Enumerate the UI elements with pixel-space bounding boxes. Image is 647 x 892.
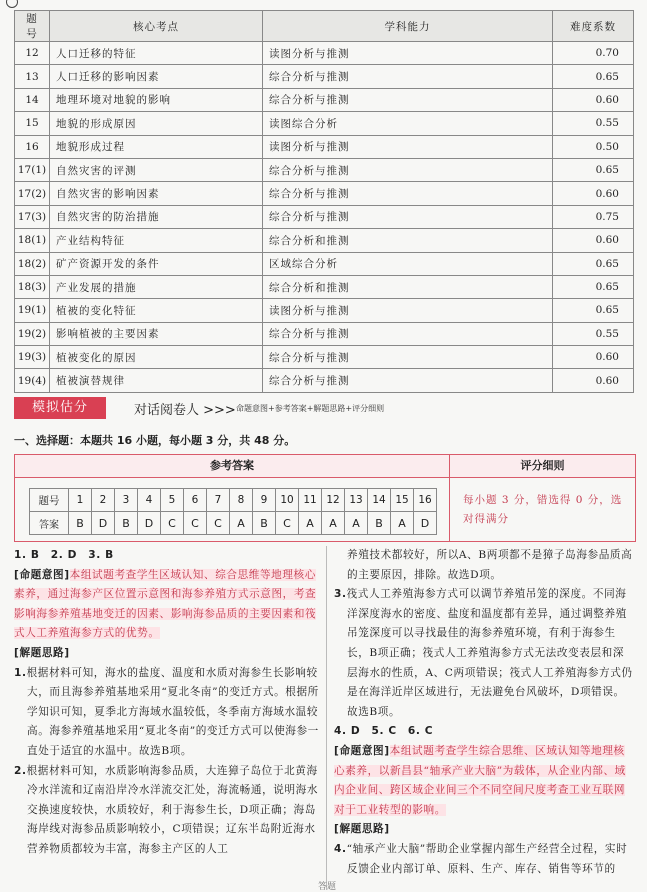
answer-number-cell: 12 xyxy=(322,489,345,512)
answer-number-cell: 16 xyxy=(414,489,437,512)
answer-key-cell: C xyxy=(184,512,207,535)
answer-key-cell: B xyxy=(115,512,138,535)
table-row xyxy=(15,369,634,392)
cell-point: 人口迁移的影响因素 xyxy=(50,65,263,88)
cell-no: 15 xyxy=(15,112,50,135)
cell-ability: 综合分析与推测 xyxy=(263,205,553,228)
cell-ability: 综合分析与推测 xyxy=(263,88,553,111)
answer-key-cell: C xyxy=(207,512,230,535)
answer-key-cell: A xyxy=(391,512,414,535)
answer-key-cell: A xyxy=(299,512,322,535)
row-label-ans: 答案 xyxy=(30,512,69,535)
answer-number-cell: 1 xyxy=(69,489,92,512)
answer-key-cell: A xyxy=(322,512,345,535)
answer-key-cell: C xyxy=(161,512,184,535)
explain-3 xyxy=(334,585,634,722)
cell-ability: 区域综合分析 xyxy=(263,252,553,275)
intent-text: 本组试题考查学生区域认知、综合思维等地理核心素养，通过海参产区位置示意图和海参养殖方式示意图，考查影响海参养殖基地变迁的因素、影响海参品质的主要因素和筏式人工养殖海参方式的优势。 xyxy=(14,568,317,640)
top-strip xyxy=(0,0,647,6)
explain-4-text: “轴承产业大脑”帮助企业掌握内部生产经营全过程，实时反馈企业内部订单、原料、生产、库存、销售等环节的 xyxy=(346,842,628,875)
cell-difficulty: 0.70 xyxy=(553,42,634,65)
cell-no: 19(1) xyxy=(15,299,50,322)
cell-point: 地理环境对地貌的影响 xyxy=(50,88,263,111)
cell-no: 18(3) xyxy=(15,275,50,298)
answer-number-row xyxy=(30,489,437,512)
cell-ability: 综合分析与推测 xyxy=(263,322,553,345)
explain-3-num: 3. xyxy=(334,588,347,601)
answer-divider xyxy=(449,477,450,541)
intent-label: [命题意图] xyxy=(14,568,70,581)
cell-difficulty: 0.65 xyxy=(553,65,634,88)
answer-line-1-3: 1. B 2. D 3. B xyxy=(14,549,114,561)
answer-number-cell: 8 xyxy=(230,489,253,512)
explain-4-num: 4. xyxy=(334,842,347,855)
cell-no: 13 xyxy=(15,65,50,88)
think-label: [解题思路] xyxy=(14,646,70,659)
answer-line-4-6: 4. D 5. C 6. C xyxy=(334,725,434,738)
section-marker-icon xyxy=(6,0,18,8)
table-row xyxy=(15,42,634,65)
table-row xyxy=(15,252,634,275)
cell-difficulty: 0.50 xyxy=(553,135,634,158)
cell-difficulty: 0.55 xyxy=(553,112,634,135)
answer-key-cell: B xyxy=(69,512,92,535)
think-label-2: [解题思路] xyxy=(334,823,390,836)
exam-spec-table xyxy=(14,10,634,393)
cell-difficulty: 0.65 xyxy=(553,158,634,181)
intent-text-2: 本组试题考查学生综合思维、区域认知等地理核心素养，以新昌县“轴承产业大脑”为载体，从企业内部、域内企业间、跨区域企业间三个不同空间尺度考查工业互联网对于工业转型的影响。 xyxy=(334,744,626,816)
cell-difficulty: 0.60 xyxy=(553,88,634,111)
table-body xyxy=(15,42,634,393)
cell-point: 自然灾害的评测 xyxy=(50,158,263,181)
cell-point: 自然灾害的影响因素 xyxy=(50,182,263,205)
header-ability: 学科能力 xyxy=(263,11,553,42)
column-divider xyxy=(326,546,327,890)
answer-number-cell: 4 xyxy=(138,489,161,512)
cell-difficulty: 0.55 xyxy=(553,322,634,345)
table-row xyxy=(15,65,634,88)
answer-number-cell: 13 xyxy=(345,489,368,512)
section-header xyxy=(14,397,634,419)
scoring-rule: 每小题 3 分，错选得 0 分，选对得满分 xyxy=(463,494,623,525)
cell-no: 12 xyxy=(15,42,50,65)
cell-ability: 综合分析与推测 xyxy=(263,65,553,88)
cell-point: 植被的变化特征 xyxy=(50,299,263,322)
cell-ability: 读图综合分析 xyxy=(263,112,553,135)
explain-1 xyxy=(14,664,320,762)
left-column xyxy=(14,546,320,860)
cell-difficulty: 0.65 xyxy=(553,299,634,322)
intent-block-1 xyxy=(14,566,320,644)
cell-no: 14 xyxy=(15,88,50,111)
cell-difficulty: 0.60 xyxy=(553,346,634,369)
answer-number-cell: 2 xyxy=(92,489,115,512)
cell-ability: 综合分析和推测 xyxy=(263,275,553,298)
cell-no: 19(2) xyxy=(15,322,50,345)
answer-number-cell: 14 xyxy=(368,489,391,512)
explain-4 xyxy=(334,840,634,879)
cell-no: 18(2) xyxy=(15,252,50,275)
answer-number-cell: 3 xyxy=(115,489,138,512)
cell-ability: 综合分析和推测 xyxy=(263,229,553,252)
answer-number-cell: 15 xyxy=(391,489,414,512)
cell-ability: 读图分析与推测 xyxy=(263,299,553,322)
cell-no: 17(2) xyxy=(15,182,50,205)
table-row xyxy=(15,229,634,252)
cell-point: 植被变化的原因 xyxy=(50,346,263,369)
cell-ability: 综合分析与推测 xyxy=(263,346,553,369)
intent-label-2: [命题意图] xyxy=(334,744,390,757)
explain-1-text: 根据材料可知，海水的盐度、温度和水质对海参生长影响较大，而且海参养殖基地采用“夏北冬南”的变迁方式。根据所学知识可知，夏季北方海域水温较低，冬季南方海域水温较高。海参养殖基地采用“夏北冬南”的变迁方式可以使海参一直处于适宜的水温中。故选B项。 xyxy=(26,666,319,757)
answer-key-cell: A xyxy=(345,512,368,535)
cell-point: 矿产资源开发的条件 xyxy=(50,252,263,275)
header-point: 核心考点 xyxy=(50,11,263,42)
answer-header: 参考答案 xyxy=(15,455,450,478)
cell-difficulty: 0.60 xyxy=(553,369,634,392)
cell-point: 植被演替规律 xyxy=(50,369,263,392)
cell-point: 人口迁移的特征 xyxy=(50,42,263,65)
answer-number-cell: 7 xyxy=(207,489,230,512)
cell-ability: 综合分析与推测 xyxy=(263,369,553,392)
header-no: 题号 xyxy=(15,11,50,42)
header-difficulty: 难度系数 xyxy=(553,11,634,42)
explain-2 xyxy=(14,762,320,860)
explain-2-num: 2. xyxy=(14,764,27,777)
table-row xyxy=(15,299,634,322)
answer-number-cell: 6 xyxy=(184,489,207,512)
cell-difficulty: 0.75 xyxy=(553,205,634,228)
intent-block-2 xyxy=(334,742,634,820)
answer-key-cell: D xyxy=(138,512,161,535)
table-row xyxy=(15,135,634,158)
cell-ability: 综合分析与推测 xyxy=(263,158,553,181)
table-row xyxy=(15,158,634,181)
answer-number-cell: 5 xyxy=(161,489,184,512)
cell-no: 19(4) xyxy=(15,369,50,392)
cell-difficulty: 0.60 xyxy=(553,229,634,252)
explain-3-text: 筏式人工养殖海参方式可以调节养殖吊笼的深度。不同海洋深度海水的密度、盐度和温度都有差异，通过调整养殖吊笼深度可以寻找最佳的海参养殖环境，有利于海参生长，B项正确；筏式人工养殖海参方式无法改变表层和深层海水的性质，A、C两项错误；筏式人工养殖海参方式仍是在海洋近岸区域进行，无法避免台风破坏，D项错误。故选B项。 xyxy=(346,588,633,718)
answer-key-cell: B xyxy=(368,512,391,535)
cell-difficulty: 0.60 xyxy=(553,182,634,205)
cell-no: 18(1) xyxy=(15,229,50,252)
cell-point: 自然灾害的防治措施 xyxy=(50,205,263,228)
cell-ability: 综合分析与推测 xyxy=(263,182,553,205)
cell-point: 产业结构特征 xyxy=(50,229,263,252)
answer-grid xyxy=(29,488,437,535)
answer-key-cell: D xyxy=(414,512,437,535)
right-column xyxy=(334,546,634,879)
answer-key-cell: B xyxy=(253,512,276,535)
table-row xyxy=(15,182,634,205)
cell-point: 产业发展的措施 xyxy=(50,275,263,298)
table-row xyxy=(15,346,634,369)
cell-no: 16 xyxy=(15,135,50,158)
answer-key-cell: C xyxy=(276,512,299,535)
answer-number-cell: 10 xyxy=(276,489,299,512)
question-header: 一、选择题：本题共 16 小题，每小题 3 分，共 48 分。 xyxy=(14,434,296,447)
row-label-no: 题号 xyxy=(30,489,69,512)
answer-number-cell: 9 xyxy=(253,489,276,512)
answer-box xyxy=(14,454,636,542)
cell-no: 17(1) xyxy=(15,158,50,181)
answer-key-cell: D xyxy=(92,512,115,535)
table-row xyxy=(15,88,634,111)
cell-no: 17(3) xyxy=(15,205,50,228)
explain-2-continued: 养殖技术都较好，所以A、B两项都不是獐子岛海参品质高的主要原因，排除。故选D项。 xyxy=(347,549,633,581)
cell-ability: 读图分析与推测 xyxy=(263,42,553,65)
explain-1-num: 1. xyxy=(14,666,27,679)
table-row xyxy=(15,205,634,228)
cell-ability: 读图分析与推测 xyxy=(263,135,553,158)
answer-number-cell: 11 xyxy=(299,489,322,512)
table-row xyxy=(15,275,634,298)
table-header-row xyxy=(15,11,634,42)
cell-difficulty: 0.65 xyxy=(553,252,634,275)
table-row xyxy=(15,112,634,135)
cell-point: 地貌形成过程 xyxy=(50,135,263,158)
answer-key-cell: A xyxy=(230,512,253,535)
scoring-header: 评分细则 xyxy=(450,455,635,478)
cell-difficulty: 0.65 xyxy=(553,275,634,298)
explain-2-text: 根据材料可知，水质影响海参品质，大连獐子岛位于北黄海冷水洋流和辽南沿岸冷水洋流交汇处，海流畅通，说明海水交换速度较快，水质较好，利于海参生长，D项正确；海岛海岸线对海参品质影响较小，C项错误；辽东半岛附近海水营养物质都较为丰富，海参主产区的人工 xyxy=(26,764,319,855)
cell-point: 地貌的形成原因 xyxy=(50,112,263,135)
table-row xyxy=(15,322,634,345)
section-subtitle: 命题意图+参考答案+解题思路+评分细则 xyxy=(236,404,385,413)
cell-point: 影响植被的主要因素 xyxy=(50,322,263,345)
watermark: 答题 xyxy=(318,882,337,892)
section-title: 对话阅卷人 >>> xyxy=(134,403,236,418)
answer-key-row xyxy=(30,512,437,535)
section-tag: 模拟估分 xyxy=(14,397,106,419)
cell-no: 19(3) xyxy=(15,346,50,369)
